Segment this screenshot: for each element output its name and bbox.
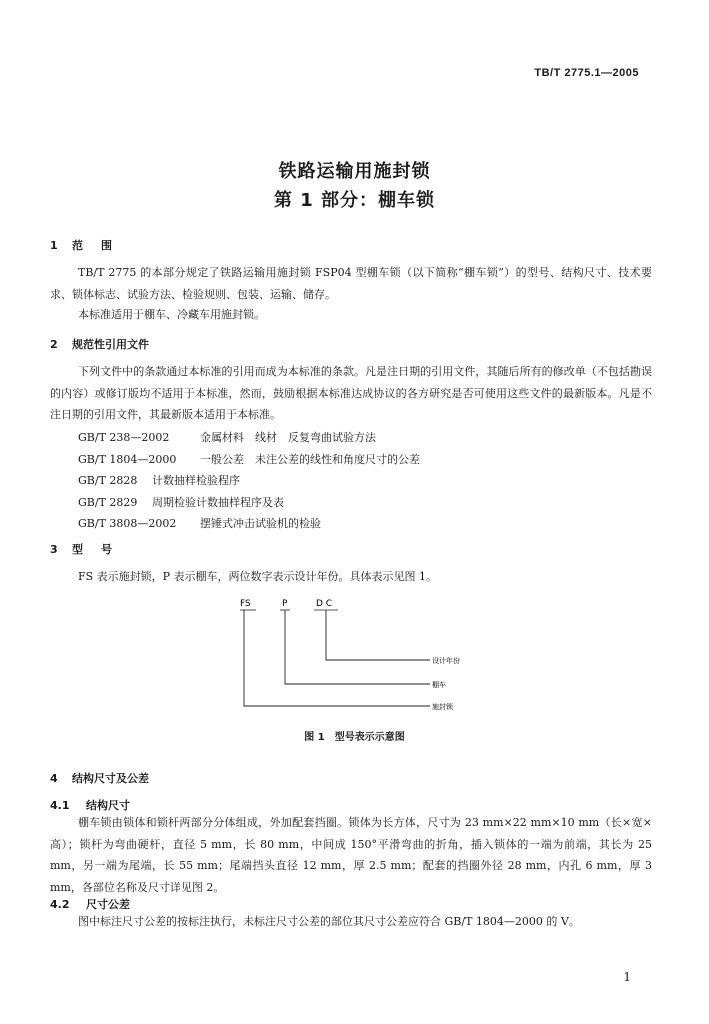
section-4-2-paragraph: 图中标注尺寸公差的按标注执行，未标注尺寸公差的部位其尺寸公差应符合 GB/T 1804—2000 的 V。 bbox=[78, 915, 580, 928]
subsection-number: 4.1 bbox=[50, 799, 70, 812]
section-1-paragraph-2: 本标准适用于棚车、冷藏车用施封锁。 bbox=[78, 308, 265, 321]
section-number: 1 bbox=[50, 239, 58, 252]
section-number: 3 bbox=[50, 543, 58, 556]
reference-title: 计数抽样检验程序 bbox=[152, 474, 240, 487]
reference-title: 周期检验计数抽样程序及表 bbox=[152, 496, 284, 509]
section-3-heading bbox=[50, 541, 130, 557]
section-title: 结构尺寸及公差 bbox=[72, 772, 149, 785]
diagram-label-boxcar: 棚车 bbox=[432, 681, 446, 689]
section-title: 范围 bbox=[72, 239, 130, 252]
diagram-code-fs: FS bbox=[240, 599, 251, 609]
reference-item bbox=[78, 451, 420, 467]
section-1-heading bbox=[50, 237, 130, 253]
section-1-paragraph-1: TB/T 2775 的本部分规定了铁路运输用施封锁 FSP04 型棚车锁（以下简称“棚车锁”）的型号、结构尺寸、技术要求、锁体标志、试验方法、检验规则、包装、运输、储存。 bbox=[50, 266, 652, 301]
reference-title: 一般公差 未注公差的线性和角度尺寸的公差 bbox=[200, 453, 420, 466]
reference-item bbox=[78, 472, 240, 488]
model-designation-diagram bbox=[230, 596, 470, 716]
diagram-code-p: P bbox=[282, 599, 288, 609]
section-4-1-heading bbox=[50, 797, 130, 813]
diagram-code-dc: D C bbox=[316, 599, 333, 609]
subsection-number: 4.2 bbox=[50, 898, 70, 911]
reference-item bbox=[78, 515, 321, 531]
reference-code: GB/T 1804—2000 bbox=[78, 453, 177, 466]
reference-code: GB/T 2829 bbox=[78, 496, 138, 509]
standard-number: TB/T 2775.1—2005 bbox=[534, 67, 639, 79]
section-2-paragraph: 下列文件中的条款通过本标准的引用而成为本标准的条款。凡是注日期的引用文件，其随后所有的修改单（不包括勘误的内容）或修订版均不适用于本标准，然而，鼓励根据本标准达成协议的各方研究是否可使用这些文件的最新版本。凡是不注日期的引用文件，其最新版本适用于本标准。 bbox=[50, 365, 652, 421]
subsection-title: 尺寸公差 bbox=[86, 898, 130, 911]
reference-item bbox=[78, 429, 376, 445]
subsection-title: 结构尺寸 bbox=[86, 799, 130, 812]
reference-code: GB/T 2828 bbox=[78, 474, 138, 487]
figure-1-caption: 图 1 型号表示示意图 bbox=[304, 732, 405, 743]
section-2-heading bbox=[50, 336, 149, 352]
reference-code: GB/T 3808—2002 bbox=[78, 517, 177, 530]
diagram-label-seal: 施封锁 bbox=[432, 703, 453, 711]
page-number: 1 bbox=[623, 970, 631, 984]
section-title: 型号 bbox=[72, 543, 130, 556]
connector-boxcar bbox=[285, 610, 430, 684]
reference-title: 摆锤式冲击试验机的检验 bbox=[200, 517, 321, 530]
connector-seal bbox=[244, 610, 430, 706]
document-title: 铁路运输用施封锁 bbox=[278, 161, 431, 182]
document-subtitle: 第 1 部分：棚车锁 bbox=[273, 190, 436, 211]
diagram-label-year: 设计年份 bbox=[432, 657, 460, 665]
section-4-heading bbox=[50, 770, 149, 786]
section-3-paragraph: FS 表示施封锁，P 表示棚车，两位数字表示设计年份。具体表示见图 1。 bbox=[78, 570, 438, 583]
section-4-1-paragraph: 棚车锁由锁体和锁杆两部分分体组成，外加配套挡圈。锁体为长方体，尺寸为 23 mm×22 mm×10 mm（长×宽×高）；锁杆为弯曲硬杆，直径 5 mm，长 80 mm，中间成 150°平滑弯曲的折角，插入锁体的一端为前端，其长为 25 mm，另一端为尾端，长 55 mm；尾端挡头直径 12 mm，厚 2.5 mm；配套的挡圈外径 28 mm，内孔 6 mm，厚 3 mm，各部位名称及尺寸详见图 2。 bbox=[50, 816, 652, 894]
section-number: 2 bbox=[50, 338, 58, 351]
section-title: 规范性引用文件 bbox=[72, 338, 149, 351]
connector-year bbox=[326, 610, 430, 660]
section-number: 4 bbox=[50, 772, 58, 785]
reference-code: GB/T 238—2002 bbox=[78, 431, 170, 444]
reference-item bbox=[78, 494, 284, 510]
reference-title: 金属材料 线材 反复弯曲试验方法 bbox=[200, 431, 376, 444]
section-4-2-heading bbox=[50, 896, 130, 912]
